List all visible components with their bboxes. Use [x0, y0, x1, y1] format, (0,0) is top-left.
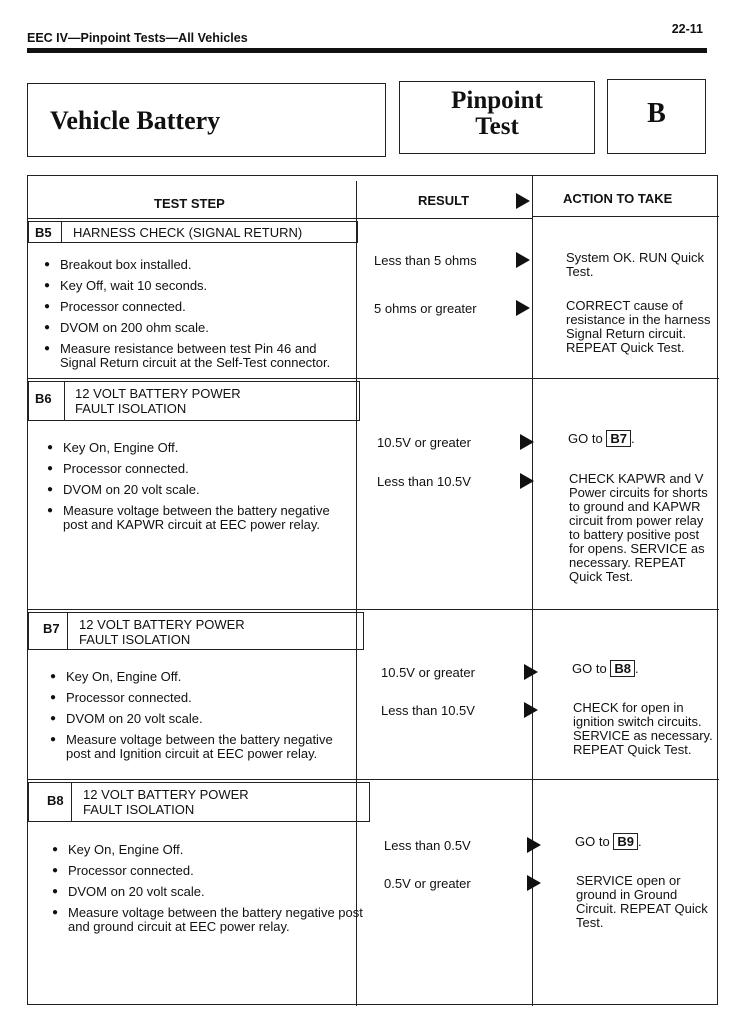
- pinpoint-line2: Test: [475, 113, 519, 140]
- step-title: 12 VOLT BATTERY POWER FAULT ISOLATION: [79, 617, 245, 647]
- step-bullets-b7: [50, 670, 354, 768]
- action-text: SERVICE open or ground in Ground Circuit. REPEAT Quick Test.: [576, 873, 708, 930]
- page-title: Vehicle Battery: [50, 106, 221, 135]
- goto-prefix: GO to: [575, 834, 610, 849]
- step-id-divider: [67, 613, 68, 649]
- list-item: ● DVOM on 20 volt scale.: [52, 885, 364, 899]
- list-item: ● DVOM on 20 volt scale.: [50, 712, 354, 726]
- arrow-icon: [520, 434, 534, 450]
- list-item: ● Key On, Engine Off.: [47, 441, 352, 455]
- step-id: B8: [47, 793, 64, 808]
- step-title: HARNESS CHECK (SIGNAL RETURN): [73, 225, 303, 240]
- goto-prefix: GO to: [568, 431, 603, 446]
- list-item: ● Breakout box installed.: [44, 258, 356, 272]
- page-number: 22-11: [671, 22, 703, 36]
- step-id: B7: [43, 621, 60, 636]
- pinpoint-line1: Pinpoint: [451, 87, 543, 114]
- arrow-icon: [520, 473, 534, 489]
- col-test-step: TEST STEP: [154, 196, 225, 211]
- list-item: ● Key On, Engine Off.: [52, 843, 364, 857]
- list-item: ● Key Off, wait 10 seconds.: [44, 279, 356, 293]
- pinpoint-test-box: [399, 81, 595, 154]
- list-item: ● Measure voltage between the battery negative post and Ignition circuit at EEC power relay.: [50, 733, 354, 761]
- step-id-divider: [61, 222, 62, 242]
- action-text: CORRECT cause of resistance in the harness Signal Return circuit. REPEAT Quick Test.: [566, 298, 711, 355]
- result-text: Less than 10.5V: [377, 474, 471, 489]
- step-header-b7: [28, 612, 364, 650]
- step-title: 12 VOLT BATTERY POWER FAULT ISOLATION: [83, 787, 249, 817]
- pinpoint-table: [27, 175, 718, 1005]
- goto-step-b8[interactable]: B8: [610, 660, 635, 677]
- step-title: 12 VOLT BATTERY POWER FAULT ISOLATION: [75, 386, 241, 416]
- step-id: B6: [35, 391, 52, 406]
- col-result: RESULT: [418, 193, 470, 208]
- arrow-icon: [527, 875, 541, 891]
- test-letter: B: [647, 98, 666, 129]
- goto-action: GO to B8 .: [572, 661, 639, 676]
- goto-step-b7[interactable]: B7: [606, 430, 631, 447]
- result-text: Less than 0.5V: [384, 838, 471, 853]
- list-item: ● Processor connected.: [44, 300, 356, 314]
- step-bullets-b8: [52, 843, 364, 941]
- step-bullets-b5: [44, 258, 356, 377]
- result-text: 10.5V or greater: [377, 435, 471, 450]
- result-text: Less than 10.5V: [381, 703, 475, 718]
- arrow-icon: [516, 252, 530, 268]
- arrow-icon: [524, 664, 538, 680]
- arrow-icon: [527, 837, 541, 853]
- list-item: ● Measure voltage between the battery negative post and ground circuit at EEC power relay.: [52, 906, 364, 934]
- action-text: System OK. RUN Quick Test.: [566, 250, 704, 279]
- step-id: B5: [35, 225, 52, 240]
- step-id-divider: [64, 382, 65, 420]
- goto-prefix: GO to: [572, 661, 607, 676]
- goto-action: GO to B9 .: [575, 834, 642, 849]
- list-item: ● DVOM on 200 ohm scale.: [44, 321, 356, 335]
- result-text: 5 ohms or greater: [374, 301, 477, 316]
- goto-action: GO to B7 .: [568, 431, 635, 446]
- action-text: CHECK KAPWR and V Power circuits for shorts to ground and KAPWR circuit from power relay to battery positive post for opens. SERVICE as necessary. REPEAT Quick Test.: [569, 471, 708, 584]
- step-header-b8: [28, 782, 370, 822]
- header-rule: [27, 48, 707, 53]
- arrow-icon: [524, 702, 538, 718]
- result-text: 0.5V or greater: [384, 876, 471, 891]
- result-text: 10.5V or greater: [381, 665, 475, 680]
- list-item: ● DVOM on 20 volt scale.: [47, 483, 352, 497]
- step-header-b6: [28, 381, 360, 421]
- step-bullets-b6: [47, 441, 352, 539]
- header-divider-right: [532, 216, 719, 217]
- title-box: [27, 83, 386, 157]
- action-text: CHECK for open in ignition switch circuits. SERVICE as necessary. REPEAT Quick Test.: [573, 700, 713, 757]
- list-item: ● Measure resistance between test Pin 46 and Signal Return circuit at the Self-Test connector.: [44, 342, 356, 370]
- row-divider: [28, 609, 719, 610]
- section-header: EEC IV—Pinpoint Tests—All Vehicles: [27, 31, 248, 45]
- pinpoint-test-label: [400, 88, 594, 140]
- step-header-b5: [28, 221, 358, 243]
- result-text: Less than 5 ohms: [374, 253, 477, 268]
- row-divider: [28, 378, 719, 379]
- list-item: ● Processor connected.: [47, 462, 352, 476]
- list-item: ● Measure voltage between the battery negative post and KAPWR circuit at EEC power relay.: [47, 504, 352, 532]
- arrow-icon: [516, 193, 530, 209]
- row-divider: [28, 779, 719, 780]
- list-item: ● Processor connected.: [50, 691, 354, 705]
- col-action: ACTION TO TAKE: [563, 191, 673, 206]
- header-divider: [28, 218, 532, 219]
- arrow-icon: [516, 300, 530, 316]
- list-item: ● Processor connected.: [52, 864, 364, 878]
- list-item: ● Key On, Engine Off.: [50, 670, 354, 684]
- step-id-divider: [71, 783, 72, 821]
- test-letter-box: [607, 79, 706, 154]
- goto-step-b9[interactable]: B9: [613, 833, 638, 850]
